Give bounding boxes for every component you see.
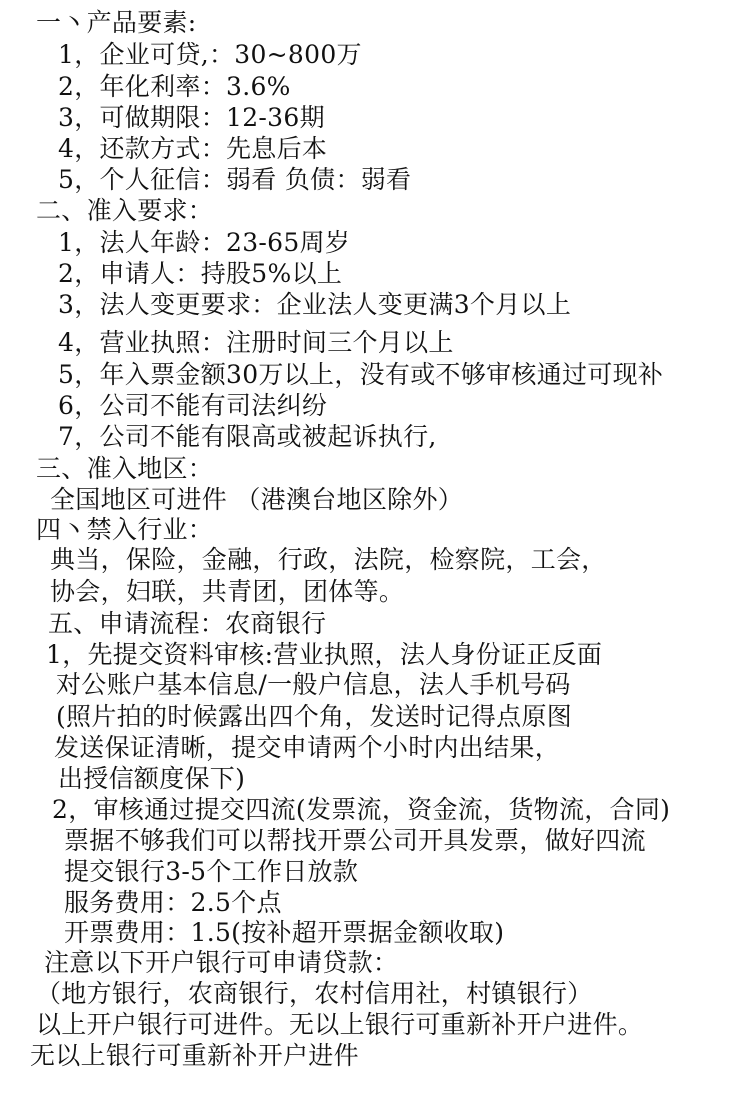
process-text: 票据不够我们可以帮找开票公司开具发票，做好四流 [64, 826, 646, 855]
list-item: 4，营业执照：注册时间三个月以上 [58, 328, 454, 357]
section-heading-process: 五、申请流程：农商银行 [48, 609, 327, 638]
invoice-fee: 开票费用：1.5(按补超开票据金额收取) [64, 918, 505, 947]
process-step-1: 1，先提交资料审核:营业执照，法人身份证正反面 [46, 640, 603, 669]
list-item: 3，可做期限：12-36期 [58, 103, 325, 132]
list-item: 3，法人变更要求：企业法人变更满3个月以上 [58, 290, 572, 319]
section-heading-regions: 三、准入地区： [36, 454, 214, 483]
list-item: 6，公司不能有司法纠纷 [58, 391, 328, 420]
process-step-2: 2，审核通过提交四流(发票流，资金流，货物流，合同) [52, 795, 671, 824]
note-banks: （地方银行，农商银行，农村信用社，村镇银行） [36, 979, 593, 1008]
list-item: 5，个人征信：弱看 负债：弱看 [58, 165, 412, 194]
note-text: 以上开户银行可进件。无以上银行可重新补开户进件。 [36, 1010, 644, 1039]
process-text: 发送保证清晰，提交申请两个小时内出结果， [54, 733, 561, 762]
prohibited-text: 典当，保险，金融，行政，法院，检察院，工会， [50, 545, 607, 574]
note-text: 无以上银行可重新补开户进件 [30, 1041, 359, 1070]
list-item: 2，年化利率：3.6% [58, 72, 291, 101]
list-item: 5，年入票金额30万以上，没有或不够审核通过可现补 [58, 360, 664, 389]
list-item: 4，还款方式：先息后本 [58, 134, 328, 163]
list-item: 7，公司不能有限高或被起诉执行, [58, 422, 437, 451]
section-heading-prohibited: 四丶禁入行业： [36, 515, 214, 544]
note-heading: 注意以下开户银行可申请贷款： [44, 948, 399, 977]
service-fee: 服务费用：2.5个点 [64, 888, 282, 917]
process-text: 提交银行3-5个工作日放款 [64, 857, 359, 886]
process-text: 对公账户基本信息/一般户信息，法人手机号码 [56, 670, 571, 699]
list-item: 1，法人年龄：23-65周岁 [58, 228, 351, 257]
prohibited-text: 协会，妇联，共青团，团体等。 [50, 577, 405, 606]
regions-text: 全国地区可进件 （港澳台地区除外） [50, 485, 464, 514]
section-heading-requirements: 二、准入要求： [36, 196, 214, 225]
list-item: 2，申请人：持股5%以上 [58, 259, 343, 288]
process-text: 出授信额度保下) [58, 764, 246, 793]
section-heading-product: 一丶产品要素: [36, 8, 197, 37]
list-item: 1，企业可贷,：30~800万 [58, 40, 362, 69]
process-text: (照片拍的时候露出四个角，发送时记得点原图 [56, 702, 573, 731]
